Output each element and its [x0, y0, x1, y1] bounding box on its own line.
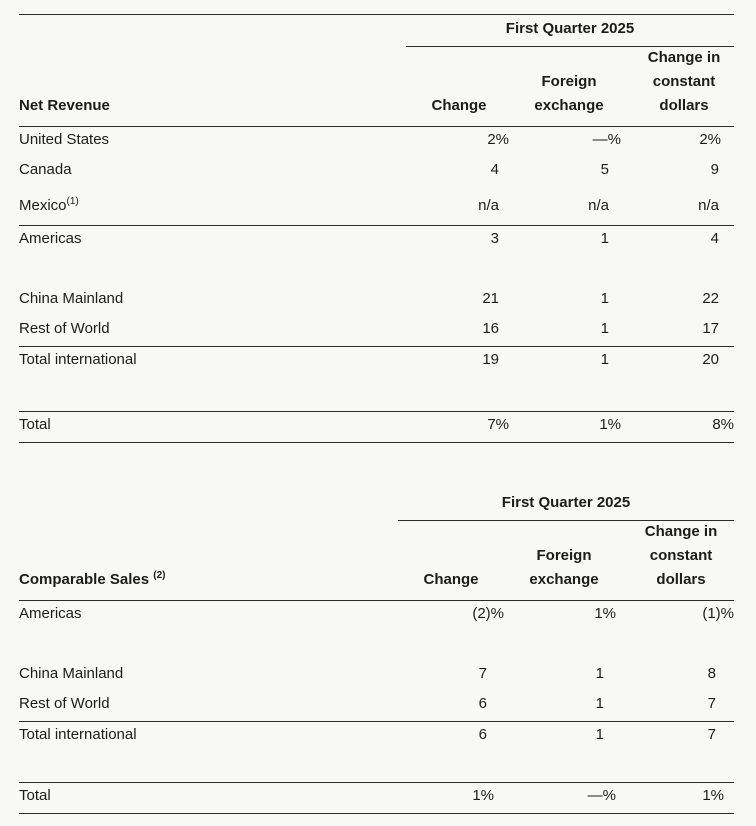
spacer — [19, 377, 734, 411]
row-label: Total international — [19, 351, 137, 368]
table-title: Net Revenue — [19, 97, 110, 114]
change-value: 7 — [478, 665, 487, 682]
row-label: China Mainland — [19, 290, 124, 307]
table-row-china-mainland — [19, 286, 734, 316]
table-row-total-international — [19, 346, 734, 377]
change-value: 19 — [482, 351, 499, 368]
column-header-constant-dollars: Change in constant dollars — [647, 49, 721, 114]
constant-value: (1)% — [702, 605, 734, 622]
footnote-marker: (2) — [153, 570, 166, 581]
period-label: First Quarter 2025 — [505, 20, 635, 37]
table-row-mexico — [19, 187, 734, 225]
constant-value: n/a — [698, 197, 719, 214]
change-value: 1% — [472, 787, 494, 804]
period-header — [19, 489, 734, 521]
fx-value: 1 — [600, 320, 609, 337]
constant-value: 8 — [707, 665, 716, 682]
table-row-rest-of-world — [19, 316, 734, 346]
row-label: Canada — [19, 161, 72, 178]
change-value: 6 — [478, 726, 487, 743]
change-value: 7% — [487, 416, 509, 433]
table-row-united-states — [19, 127, 734, 157]
constant-value: 8% — [712, 416, 734, 433]
fx-value: 1 — [595, 695, 604, 712]
fx-value: 1% — [599, 416, 621, 433]
fx-value: 5 — [600, 161, 609, 178]
column-header-foreign-exchange: Foreign exchange — [534, 73, 604, 114]
column-header-row — [19, 47, 734, 127]
comparable-sales-table — [19, 489, 734, 814]
fx-value: 1 — [600, 351, 609, 368]
change-value: 2% — [487, 131, 509, 148]
fx-value: 1 — [600, 230, 609, 247]
constant-value: 1% — [702, 787, 724, 804]
table-row-canada — [19, 157, 734, 187]
constant-value: 17 — [702, 320, 719, 337]
fx-value: —% — [587, 787, 616, 804]
row-label: Rest of World — [19, 320, 110, 337]
row-label: Total — [19, 787, 51, 804]
row-label: Americas — [19, 230, 82, 247]
constant-value: 9 — [710, 161, 719, 178]
constant-value: 7 — [707, 695, 716, 712]
table-row-americas — [19, 225, 734, 256]
row-label: Total international — [19, 726, 137, 743]
table-row-total — [19, 411, 734, 443]
row-label: Rest of World — [19, 695, 110, 712]
change-value: 6 — [478, 695, 487, 712]
constant-value: 2% — [699, 131, 721, 148]
row-label: Total — [19, 416, 51, 433]
fx-value: 1% — [594, 605, 616, 622]
constant-value: 22 — [702, 290, 719, 307]
spacer — [19, 256, 734, 286]
change-value: 3 — [490, 230, 499, 247]
constant-value: 7 — [707, 726, 716, 743]
table-title: Comparable Sales $^{(2)}$ — [19, 570, 166, 588]
row-label: Mexico$^{(1)}$ — [19, 196, 79, 214]
period-label: First Quarter 2025 — [501, 494, 631, 511]
table-row-total — [19, 782, 734, 814]
table-row-china-mainland — [19, 661, 734, 691]
table-row-total-international — [19, 721, 734, 752]
period-header — [19, 15, 734, 47]
row-label: China Mainland — [19, 665, 124, 682]
table-row-americas — [19, 601, 734, 631]
fx-value: —% — [592, 131, 621, 148]
change-value: (2)% — [472, 605, 504, 622]
fx-value: n/a — [588, 197, 609, 214]
column-header-change: Change — [423, 571, 479, 588]
fx-value: 1 — [600, 290, 609, 307]
constant-value: 20 — [702, 351, 719, 368]
change-value: 4 — [490, 161, 499, 178]
spacer — [19, 752, 734, 782]
change-value: 21 — [482, 290, 499, 307]
net-revenue-table — [19, 14, 734, 443]
column-header-foreign-exchange: Foreign exchange — [529, 547, 599, 588]
change-value: n/a — [478, 197, 499, 214]
row-label: Americas — [19, 605, 82, 622]
change-value: 16 — [482, 320, 499, 337]
table-row-rest-of-world — [19, 691, 734, 721]
constant-value: 4 — [710, 230, 719, 247]
column-header-change: Change — [431, 97, 487, 114]
row-label: United States — [19, 131, 110, 148]
fx-value: 1 — [595, 726, 604, 743]
column-header-constant-dollars: Change in constant dollars — [644, 523, 718, 588]
column-header-row — [19, 521, 734, 601]
footnote-marker: (1) — [66, 196, 79, 207]
spacer — [19, 631, 734, 661]
fx-value: 1 — [595, 665, 604, 682]
